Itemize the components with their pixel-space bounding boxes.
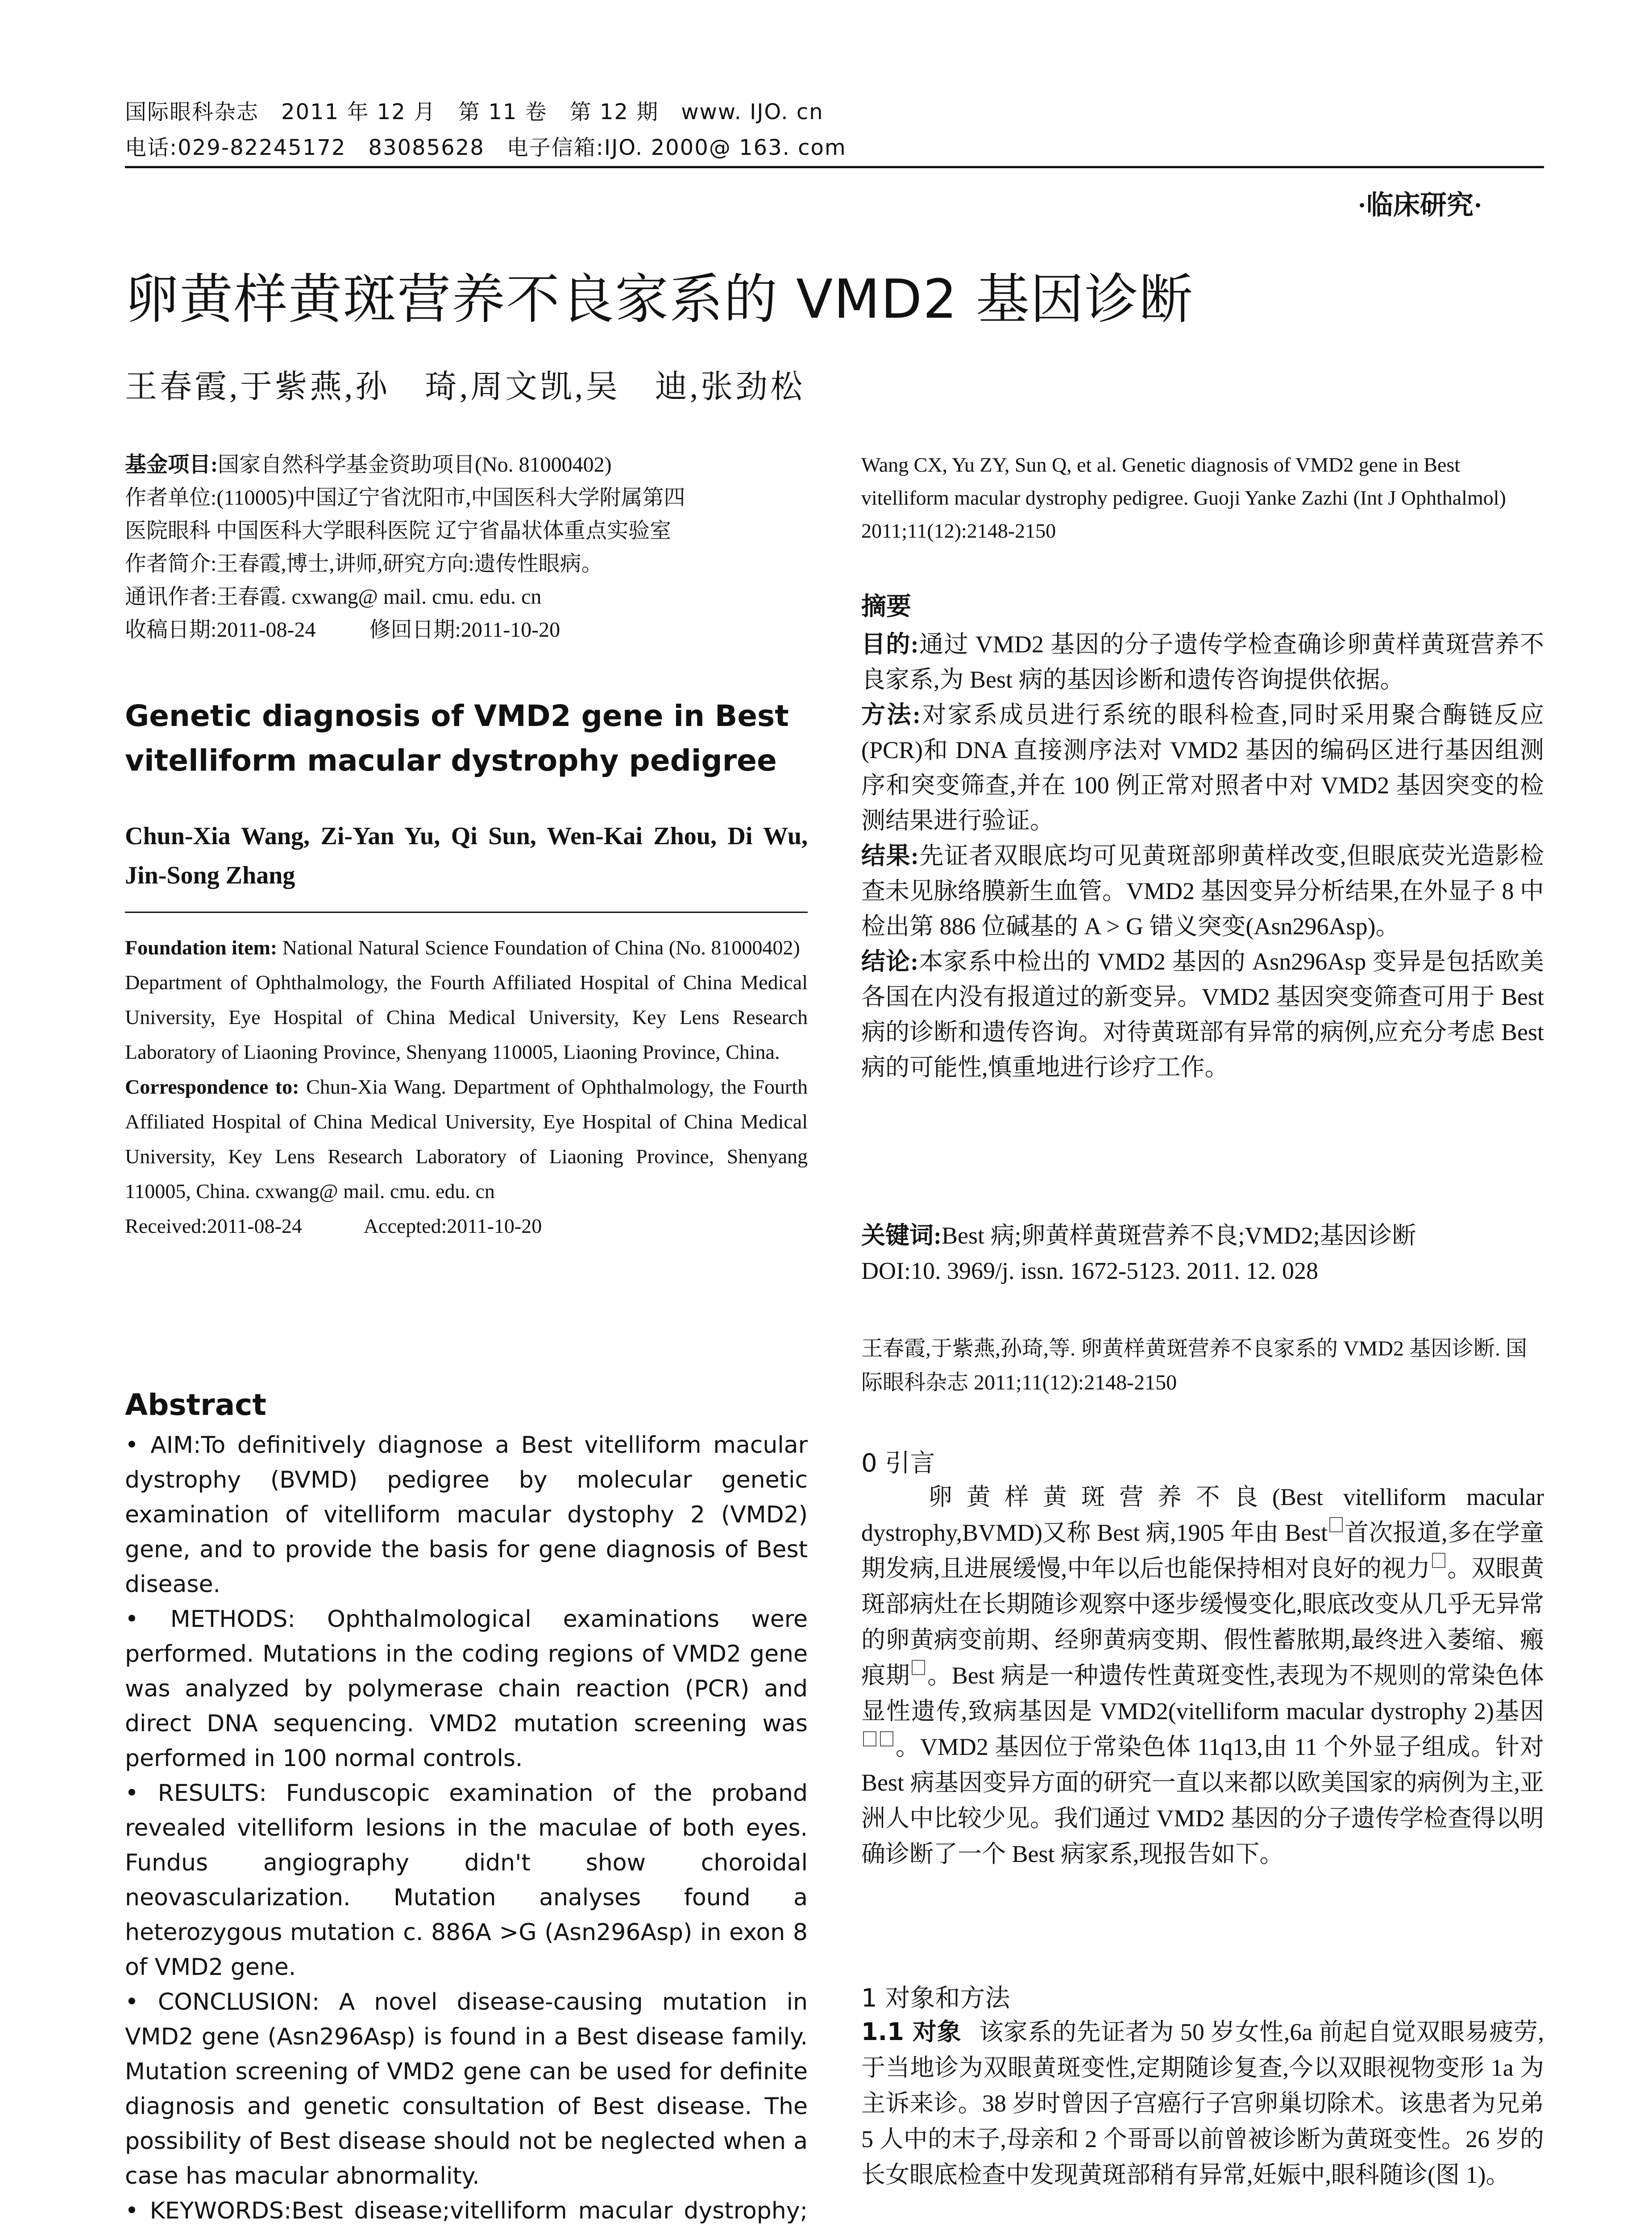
abstract-cn-methods: 对家系成员进行系统的眼科检查,同时采用聚合酶链反应(PCR)和 DNA 直接测序法对 VMD2 基因的编码区进行基因组测序和突变筛查,并在 100 例正常对照者中对 VMD2 基因突变的检测结果进行验证。 [861, 701, 1544, 834]
meta-label: 收稿日期: [125, 618, 217, 642]
meta-label: 通讯作者: [125, 585, 217, 609]
meta-label: Correspondence to: [125, 1075, 299, 1098]
foundation-text-en: National Natural Science Foundation of China (No. 81000402) [277, 936, 800, 959]
abstract-cn-body [861, 627, 1544, 1085]
doi: DOI:10. 3969/j. issn. 1672-5123. 2011. 12. 028 [861, 1257, 1318, 1284]
section-tag: ·临床研究· [1357, 191, 1482, 220]
foundation-text: 国家自然科学基金资助项目(No. 81000402) [218, 453, 612, 477]
abstract-cn-label: 目的: [861, 631, 919, 658]
reference-marker [1432, 1553, 1445, 1568]
subjects-label: 1.1 对象 [861, 2018, 962, 2046]
abstract-body [125, 1428, 808, 2231]
abstract-methods: • METHODS: Ophthalmological examinations were performed. Mutations in the coding regions of VMD2 gene was analyzed by polymerase chain reaction (PCR) and direct DNA sequencing. VMD2 mutation screening was performed in 100 normal controls. [125, 1606, 808, 1772]
abstract-cn-label: 结论: [861, 948, 919, 975]
meta-label: 修回日期: [369, 618, 461, 642]
keywords-label: 关键词: [861, 1222, 942, 1249]
intro-text: 。双眼黄斑部病灶在长期随诊观察中逐步缓慢变化,眼底改变从几乎无异常的卵黄病变前期、经卵黄病变期、假性蓄脓期,最终进入萎缩、瘢痕期 [861, 1555, 1544, 1689]
intro-heading: 0 引言 [861, 1449, 935, 1478]
received-accepted: Received:2011-08-24 Accepted:2011-10-20 [125, 1215, 542, 1237]
keywords-cn [861, 1218, 1544, 1253]
revised-date: 2011-10-20 [461, 618, 560, 642]
reference-marker [1329, 1517, 1343, 1532]
citation-en: Wang CX, Yu ZY, Sun Q, et al. Genetic diagnosis of VMD2 gene in Best vitelliform macular dystrophy pedigree. Guoji Yanke Zazhi (Int J Ophthalmol) 2011;11(12):2148-2150 [861, 453, 1506, 542]
meta-label: Foundation item: [125, 936, 278, 959]
abstract-aim: • AIM:To definitively diagnose a Best vitelliform macular dystrophy (BVMD) pedigree by molecular genetic examination of vitelliform macular dystophy 2 (VMD2) gene, and to provide the basis for gene diagnosis of Best disease. [125, 1432, 808, 1598]
keywords-text: Best 病;卵黄样黄斑营养不良;VMD2;基因诊断 [941, 1222, 1416, 1249]
abstract-cn-conclusion: 本家系中检出的 VMD2 基因的 Asn296Asp 变异是包括欧美各国在内没有报道过的新变异。VMD2 基因突变筛查可用于 Best 病的诊断和遗传咨询。对待黄斑部有异常的病例,应充分考虑 Best 病的可能性,慎重地进行诊疗工作。 [861, 948, 1544, 1081]
abstract-cn-results: 先证者双眼底均可见黄斑部卵黄样改变,但眼底荧光造影检查未见脉络膜新生血管。VMD2 基因变异分析结果,在外显子 8 中检出第 886 位碱基的 A > G 错义突变(Asn296Asp)。 [861, 842, 1544, 940]
english-authors: Chun-Xia Wang, Zi-Yan Yu, Qi Sun, Wen-Kai Zhou, Di Wu, Jin-Song Zhang [125, 822, 808, 889]
article-title: 卵黄样黄斑营养不良家系的 VMD2 基因诊断 [125, 269, 1194, 331]
bio-text: 王春霞,博士,讲师,研究方向:遗传性眼病。 [216, 552, 603, 576]
journal-contact-line: 电话:029-82245172 83085628 电子信箱:IJO. 2000@ 163. com [125, 135, 847, 160]
intro-text: 卵黄样黄斑营养不良(Best vitelliform macular dystrophy,BVMD)又称 Best 病,1905 年由 Best [861, 1484, 1544, 1546]
english-meta [125, 930, 808, 1244]
methods-heading: 1 对象和方法 [861, 1984, 1010, 2013]
reference-marker [863, 1731, 876, 1746]
subjects-paragraph [861, 2014, 1544, 2193]
meta-label: 作者简介: [125, 552, 217, 576]
intro-text: 首次报道,多在学童期发病,且进展缓慢,中年以后也能保持相对良好的视力 [861, 1519, 1544, 1582]
abstract-cn-heading: 摘要 [861, 593, 911, 621]
abstract-cn-aim: 通过 VMD2 基因的分子遗传学检查确诊卵黄样黄斑营养不良家系,为 Best 病的基因诊断和遗传咨询提供依据。 [861, 631, 1544, 693]
abstract-keywords: • KEYWORDS:Best disease;vitelliform macular dystrophy; [125, 2198, 808, 2224]
reference-marker [912, 1660, 925, 1675]
meta-label: 作者单位: [125, 486, 217, 510]
abstract-cn-label: 结果: [861, 842, 919, 869]
citation-cn: 王春霞,于紫燕,孙琦,等. 卵黄样黄斑营养不良家系的 VMD2 基因诊断. 国际眼科杂志 2011;11(12):2148-2150 [861, 1337, 1527, 1394]
affiliation-text-cont: 医院眼科 中国医科大学眼科医院 辽宁省晶状体重点实验室 [125, 519, 672, 543]
abstract-results: • RESULTS: Funduscopic examination of the proband revealed vitelliform lesions in the maculae of both eyes. Fundus angiography didn't show choroidal neovascularization. Mutation analyses found a heterozygous mutation c. 886A >G (Asn296Asp) in exon 8 of VMD2 gene. [125, 1780, 808, 1981]
english-title: Genetic diagnosis of VMD2 gene in Best vitelliform macular dystrophy pedigree [125, 699, 789, 778]
affiliation-text: (110005)中国辽宁省沈阳市,中国医科大学附属第四 [216, 486, 685, 510]
author-list: 王春霞,于紫燕,孙 琦,周文凯,吴 迪,张劲松 [125, 369, 805, 405]
header-divider [125, 166, 1544, 168]
abstract-cn-label: 方法: [861, 701, 921, 728]
received-date: 2011-08-24 [216, 618, 316, 642]
english-divider [125, 912, 808, 913]
reference-marker [880, 1731, 893, 1746]
abstract-conclusion: • CONCLUSION: A novel disease-causing mutation in VMD2 gene (Asn296Asp) is found in a Best disease family. Mutation screening of VMD2 gene can be used for definite diagnosis and genetic consultation of Best disease. The possibility of Best disease should not be neglected when a case has macular abnormality. [125, 1989, 808, 2190]
subjects-text: 该家系的先证者为 50 岁女性,6a 前起自觉双眼易疲劳,于当地诊为双眼黄斑变性,定期随诊复查,今以双眼视物变形 1a 为主诉来诊。38 岁时曾因子宫癌行子宫卵巢切除术。该患者为兄弟 5 人中的末子,母亲和 2 个哥哥以前曾被诊断为黄斑变性。26 岁的长女眼底检查中发现黄斑部稍有异常,妊娠中,眼科随诊(图 1)。 [861, 2019, 1544, 2188]
intro-text: 。VMD2 基因位于常染色体 11q13,由 11 个外显子组成。针对 Best 病基因变异方面的研究一直以来都以欧美国家的病例为主,亚洲人中比较少见。我们通过 VMD2 基因的分子遗传学检查得以明确诊断了一个 Best 病家系,现报告如下。 [861, 1733, 1544, 1867]
department-text: Department of Ophthalmology, the Fourth Affiliated Hospital of China Medical University, Eye Hospital of China Medical University, Key Lens Research Laboratory of Liaoning Province, Shenyang 110005, Liaoning Province, China. [125, 971, 808, 1063]
journal-info-line: 国际眼科杂志 2011 年 12 月 第 11 卷 第 12 期 www. IJO. cn [125, 100, 824, 124]
correspondence-text: 王春霞. cxwang@ mail. cmu. edu. cn [216, 585, 542, 609]
abstract-heading: Abstract [125, 1388, 266, 1422]
correspondence-text-en: Chun-Xia Wang. Department of Ophthalmology, the Fourth Affiliated Hospital of China Medical University, Eye Hospital of China Medical University, Key Lens Research Laboratory of Liaoning Province, Shenyang 110005, China. cxwang@ mail. cmu. edu. cn [125, 1075, 808, 1203]
meta-label: 基金项目: [125, 453, 218, 477]
intro-text: 。Best 病是一种遗传性黄斑变性,表现为不规则的常染色体显性遗传,致病基因是 VMD2(vitelliform macular dystrophy 2)基因 [861, 1662, 1544, 1725]
article-meta-cn [125, 448, 808, 647]
intro-paragraph [861, 1479, 1544, 1872]
